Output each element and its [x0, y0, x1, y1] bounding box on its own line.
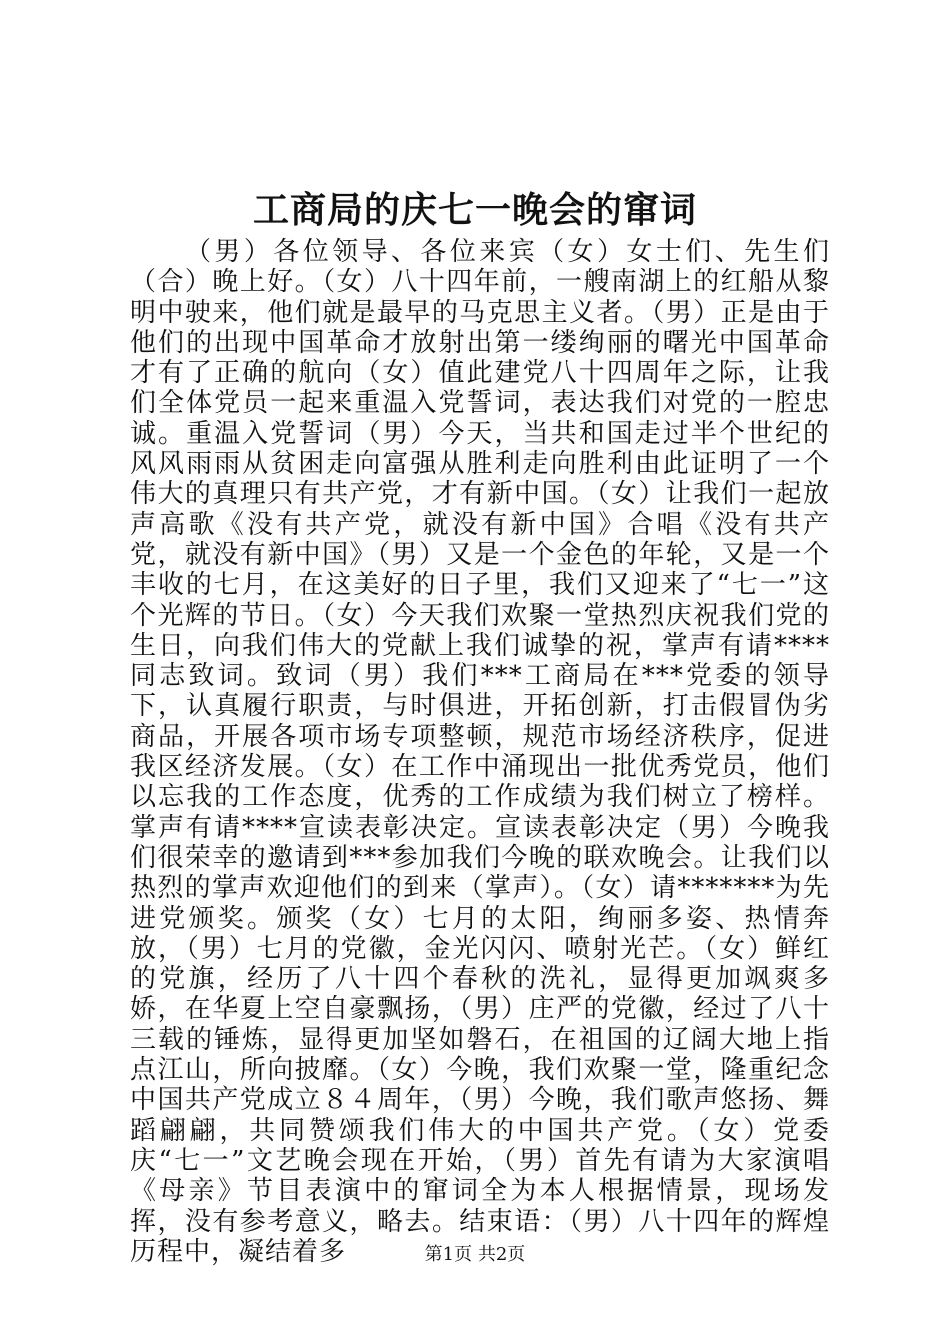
document-title: 工商局的庆七一晚会的窜词 [252, 189, 697, 231]
document-body-paragraph: （男）各位领导、各位来宾（女）女士们、先生们（合）晚上好。（女）八十四年前，一艘南湖上的红船从黎明中驶来，他们就是最早的马克思主义者。（男）正是由于他们的出现中国革命才放射出第一缕绚丽的曙光中国革命才有了正确的航向（女）值此建党八十四周年之际，让我们全体党员一起来重温入党誓词，表达我们对党的一腔忠诚。重温入党誓词（男）今天，当共和国走过半个世纪的风风雨雨从贫困走向富强从胜利走向胜利由此证明了一个伟大的真理只有共产党，才有新中国。（女）让我们一起放声高歌《没有共产党，就没有新中国》合唱《没有共产党，就没有新中国》（男）又是一个金色的年轮，又是一个丰收的七月，在这美好的日子里，我们又迎来了“七一”这个光辉的节日。（女）今天我们欢聚一堂热烈庆祝我们党的生日，向我们伟大的党献上我们诚挚的祝，掌声有请****同志致词。致词（男）我们***工商局在***党委的领导下，认真履行职责，与时俱进，开拓创新，打击假冒伪劣商品，开展各项市场专项整顿，规范市场经济秩序，促进我区经济发展。（女）在工作中涌现出一批优秀党员，他们以忘我的工作态度，优秀的工作成绩为我们树立了榜样。掌声有请****宣读表彰决定。宣读表彰决定（男）今晚我们很荣幸的邀请到***参加我们今晚的联欢晚会。让我们以热烈的掌声欢迎他们的到来（掌声）。（女）请*******为先进党颁奖。颁奖（女）七月的太阳，绚丽多姿、热情奔放，（男）七月的党徽，金光闪闪、喷射光芒。（女）鲜红的党旗，经历了八十四个春秋的洗礼，显得更加飒爽多娇，在华夏上空自豪飘扬，（男）庄严的党徽，经过了八十三载的锤炼，显得更加坚如磐石，在祖国的辽阔大地上指点江山，所向披靡。（女）今晚，我们欢聚一堂，隆重纪念中国共产党成立８４周年，（男）今晚，我们歌声悠扬、舞蹈翩翩，共同赞颂我们伟大的中国共产党。（女）党委庆“七一”文艺晚会现在开始，（男）首先有请为大家演唱《母亲》节目表演中的窜词全为本人根据情景，现场发挥，没有参考意义，略去。结束语：（男）八十四年的辉煌历程中，凝结着多 [130, 237, 830, 1267]
page-number-footer: 第1页 共2页 [424, 1244, 526, 1265]
